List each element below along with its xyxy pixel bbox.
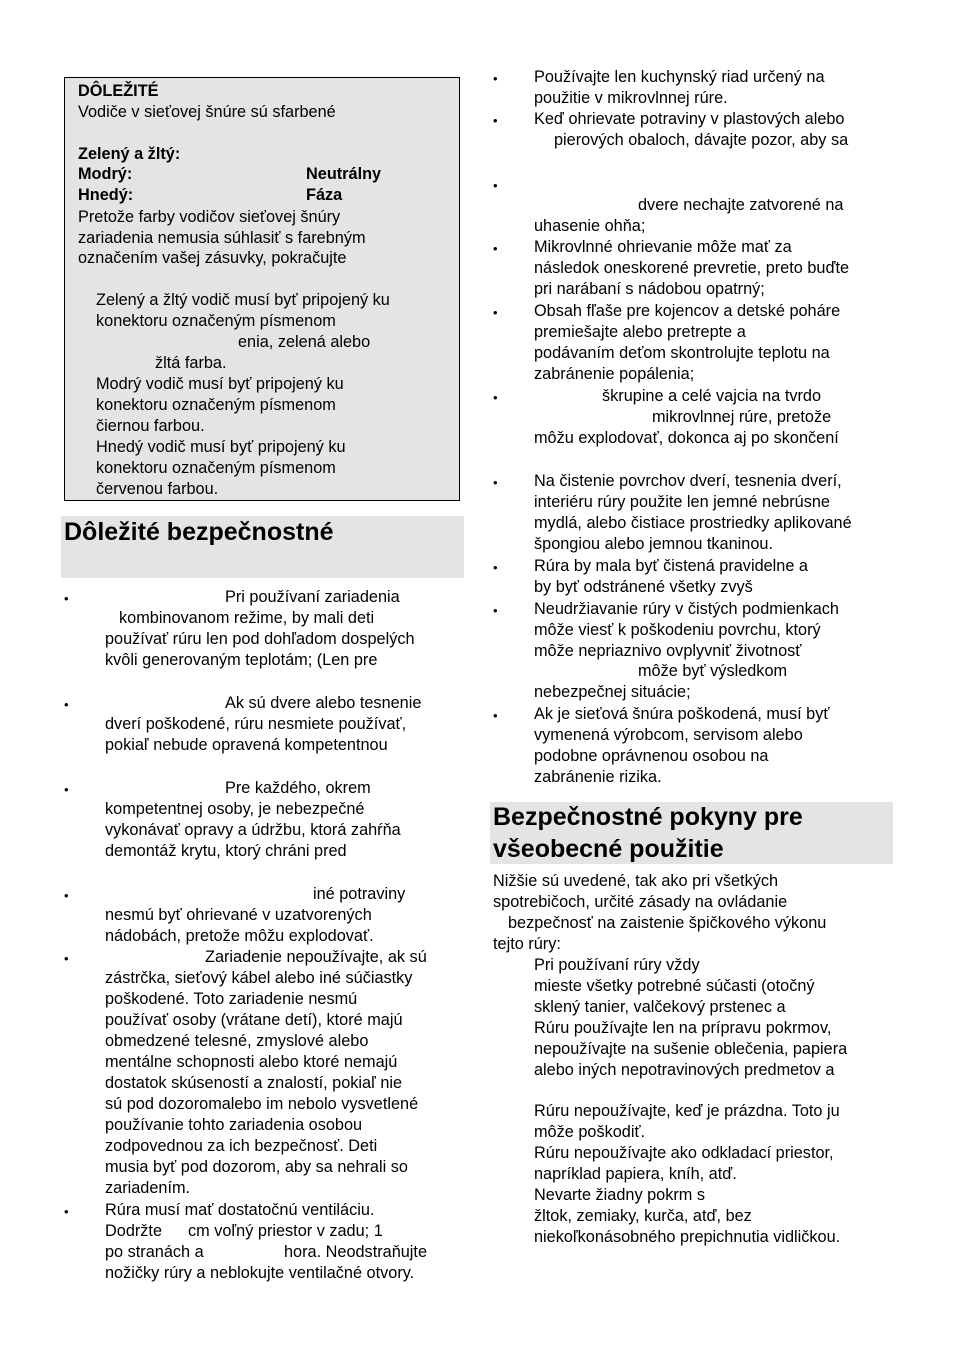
- list-item-line: nesmú byť ohrievané v uzatvorených: [105, 906, 372, 924]
- list-item-line: Obsah fľaše pre kojencov a detské poháre: [534, 302, 841, 320]
- box-para-line: konektoru označeným písmenom: [96, 312, 336, 330]
- list-item-line: interiéru rúry použite len jemné nebrúsne: [534, 493, 830, 511]
- paragraph-line: žltok, zemiaky, kurča, atď, bez: [534, 1207, 752, 1225]
- paragraph-line: môže poškodiť.: [534, 1123, 646, 1141]
- box-para-line: žltá farba.: [155, 354, 227, 372]
- list-item-line: Na čistenie povrchov dverí, tesnenia dverí,: [534, 472, 842, 490]
- list-item-line: poškodené. Toto zariadenie nesmú: [105, 990, 358, 1008]
- list-item-line: následok oneskorené prevretie, preto buďte: [534, 259, 850, 277]
- paragraph-line: sklený tanier, valčekový prstenec a: [534, 998, 786, 1016]
- section-heading: Dôležité bezpečnostné: [64, 518, 334, 546]
- paragraph-line: Nevarte žiadny pokrm s: [534, 1186, 706, 1204]
- list-item-line: môže nepriaznivo ovplyvniť životnosť: [534, 642, 802, 660]
- list-item-line: musia byť pod dozorom, aby sa nehrali so: [105, 1158, 408, 1176]
- list-item-line: cm voľný priestor v zadu; 1: [188, 1222, 383, 1240]
- list-item-line: kvôli generovaným teplotám; (Len pre: [105, 651, 378, 669]
- list-item-line: Dodržte: [105, 1222, 163, 1240]
- list-item-line: Keď ohrievate potraviny v plastových alebo: [534, 110, 845, 128]
- list-item-line: používanie tohto zariadenia osobou: [105, 1116, 363, 1134]
- box-para-line: červenou farbou.: [96, 480, 219, 498]
- list-item-line: Používajte len kuchynský riad určený na: [534, 68, 825, 86]
- list-item-line: dverí poškodené, rúru nesmiete používať,: [105, 715, 407, 733]
- list-item-line: Pri používaní zariadenia: [225, 588, 400, 606]
- list-item-line: pri narábaní s nádobou opatrný;: [534, 280, 765, 298]
- paragraph-line: mieste všetky potrebné súčasti (otočný: [534, 977, 815, 995]
- list-item-line: podobne oprávnenou osobou na: [534, 747, 769, 765]
- wires-intro: Vodiče v sieťovej šnúre sú sfarbené: [78, 103, 336, 121]
- paragraph-line: napríklad papiera, kníh, atď.: [534, 1165, 737, 1183]
- box-para-line: Pretože farby vodičov sieťovej šnúry: [78, 208, 341, 226]
- bullet: •: [64, 951, 69, 966]
- bullet: •: [64, 697, 69, 712]
- bullet: •: [493, 305, 498, 320]
- list-item-line: použitie v mikrovlnnej rúre.: [534, 89, 728, 107]
- paragraph-line: bezpečnosť na zaistenie špičkového výkonu: [508, 914, 827, 932]
- box-para-line: enia, zelená alebo: [238, 333, 371, 351]
- bullet: •: [493, 390, 498, 405]
- list-item-line: Rúra musí mať dostatočnú ventiláciu.: [105, 1201, 375, 1219]
- bullet: •: [493, 603, 498, 618]
- list-item-line: zabránenie rizika.: [534, 768, 662, 786]
- bullet: •: [493, 708, 498, 723]
- list-item-line: dvere nechajte zatvorené na: [638, 196, 844, 214]
- list-item-line: môže byť výsledkom: [638, 662, 788, 680]
- list-item-line: Neudržiavanie rúry v čistých podmienkach: [534, 600, 839, 618]
- list-item-line: zabránenie popálenia;: [534, 365, 695, 383]
- paragraph-line: Nižšie sú uvedené, tak ako pri všetkých: [493, 872, 779, 890]
- box-para-line: zariadenia nemusia súhlasiť s farebným: [78, 229, 366, 247]
- list-item-line: pokiaľ nebude opravená kompetentnou: [105, 736, 388, 754]
- list-item-line: zodpovednou za ich bezpečnosť. Deti: [105, 1137, 378, 1155]
- list-item-line: kombinovanom režime, by mali deti: [119, 609, 375, 627]
- important-title: DÔLEŽITÉ: [78, 82, 159, 100]
- section-heading: všeobecné použitie: [493, 835, 724, 863]
- list-item-line: demontáž krytu, ktorý chráni pred: [105, 842, 347, 860]
- paragraph-line: Rúru nepoužívajte, keď je prázdna. Toto ju: [534, 1102, 840, 1120]
- bullet: •: [493, 560, 498, 575]
- list-item-line: uhasenie ohňa;: [534, 217, 646, 235]
- list-item-line: iné potraviny: [313, 885, 406, 903]
- brown-label: Hnedý:: [78, 186, 134, 204]
- box-para-line: označením vašej zásuvky, pokračujte: [78, 249, 347, 267]
- bullet: •: [493, 71, 498, 86]
- list-item-line: môžu explodovať, dokonca aj po skončení: [534, 429, 839, 447]
- list-item-line: vymenená výrobcom, servisom alebo: [534, 726, 803, 744]
- list-item-line: mydlá, alebo čistiace prostriedky aplikované: [534, 514, 852, 532]
- paragraph-line: Rúru používajte len na prípravu pokrmov,: [534, 1019, 832, 1037]
- bullet: •: [64, 888, 69, 903]
- list-item-line: Mikrovlnné ohrievanie môže mať za: [534, 238, 792, 256]
- list-item-line: podávaním deťom skontrolujte teplotu na: [534, 344, 830, 362]
- brown-value: Fáza: [306, 186, 343, 204]
- list-item-line: môže viesť k poškodeniu povrchu, ktorý: [534, 621, 821, 639]
- list-item-line: hora. Neodstraňujte: [284, 1243, 428, 1261]
- bullet: •: [493, 475, 498, 490]
- bullet: •: [64, 591, 69, 606]
- paragraph-line: nepoužívajte na sušenie oblečenia, papiera: [534, 1040, 848, 1058]
- list-item-line: obmedzené telesné, zmyslové alebo: [105, 1032, 369, 1050]
- paragraph-line: Rúru nepoužívajte ako odkladací priestor,: [534, 1144, 834, 1162]
- list-item-line: škrupine a celé vajcia na tvrdo: [602, 387, 822, 405]
- list-item-line: pierových obaloch, dávajte pozor, aby sa: [554, 131, 849, 149]
- list-item-line: Ak sú dvere alebo tesnenie: [225, 694, 422, 712]
- blue-value: Neutrálny: [306, 165, 382, 183]
- box-para-line: Zelený a žltý vodič musí byť pripojený ku: [96, 291, 390, 309]
- list-item-line: po stranách a: [105, 1243, 204, 1261]
- list-item-line: zariadením.: [105, 1179, 191, 1197]
- box-para-line: Hnedý vodič musí byť pripojený ku: [96, 438, 346, 456]
- list-item-line: Zariadenie nepoužívajte, ak sú: [205, 948, 427, 966]
- list-item-line: nebezpečnej situácie;: [534, 683, 691, 701]
- list-item-line: mikrovlnnej rúre, pretože: [652, 408, 832, 426]
- box-para-line: konektoru označeným písmenom: [96, 459, 336, 477]
- box-para-line: konektoru označeným písmenom: [96, 396, 336, 414]
- list-item-line: dostatok skúseností a znalostí, pokiaľ nie: [105, 1074, 403, 1092]
- bullet: •: [493, 241, 498, 256]
- bullet: •: [493, 178, 498, 193]
- list-item-line: nádobách, pretože môžu explodovať.: [105, 927, 374, 945]
- list-item-line: používať osoby (vrátane detí), ktoré majú: [105, 1011, 403, 1029]
- section-heading: Bezpečnostné pokyny pre: [493, 803, 803, 831]
- paragraph-line: spotrebičoch, určité zásady na ovládanie: [493, 893, 788, 911]
- green-yellow-label: Zelený a žltý:: [78, 145, 181, 163]
- bullet: •: [493, 113, 498, 128]
- list-item-line: Ak je sieťová šnúra poškodená, musí byť: [534, 705, 830, 723]
- blue-label: Modrý:: [78, 165, 133, 183]
- list-item-line: mentálne schopnosti alebo ktoré nemajú: [105, 1053, 398, 1071]
- list-item-line: nožičky rúry a neblokujte ventilačné otvory.: [105, 1264, 415, 1282]
- list-item-line: sú pod dozoromalebo im nebolo vysvetlené: [105, 1095, 419, 1113]
- list-item-line: kompetentnej osoby, je nebezpečné: [105, 800, 365, 818]
- paragraph-line: tejto rúry:: [493, 935, 561, 953]
- box-para-line: Modrý vodič musí byť pripojený ku: [96, 375, 344, 393]
- list-item-line: vykonávať opravy a údržbu, ktorá zahŕňa: [105, 821, 401, 839]
- paragraph-line: niekoľkonásobného prepichnutia vidličkou.: [534, 1228, 841, 1246]
- box-para-line: čiernou farbou.: [96, 417, 205, 435]
- list-item-line: špongiou alebo jemnou tkaninou.: [534, 535, 773, 553]
- list-item-line: Rúra by mala byť čistená pravidelne a: [534, 557, 808, 575]
- list-item-line: zástrčka, sieťový kábel alebo iné súčiastky: [105, 969, 413, 987]
- bullet: •: [64, 1204, 69, 1219]
- paragraph-line: Pri používaní rúry vždy: [534, 956, 700, 974]
- list-item-line: Pre každého, okrem: [225, 779, 371, 797]
- list-item-line: by byť odstránené všetky zvyš: [534, 578, 753, 596]
- bullet: •: [64, 782, 69, 797]
- list-item-line: používať rúru len pod dohľadom dospelých: [105, 630, 415, 648]
- paragraph-line: alebo iných nepotravinových predmetov a: [534, 1061, 835, 1079]
- list-item-line: premiešajte alebo pretrepte a: [534, 323, 746, 341]
